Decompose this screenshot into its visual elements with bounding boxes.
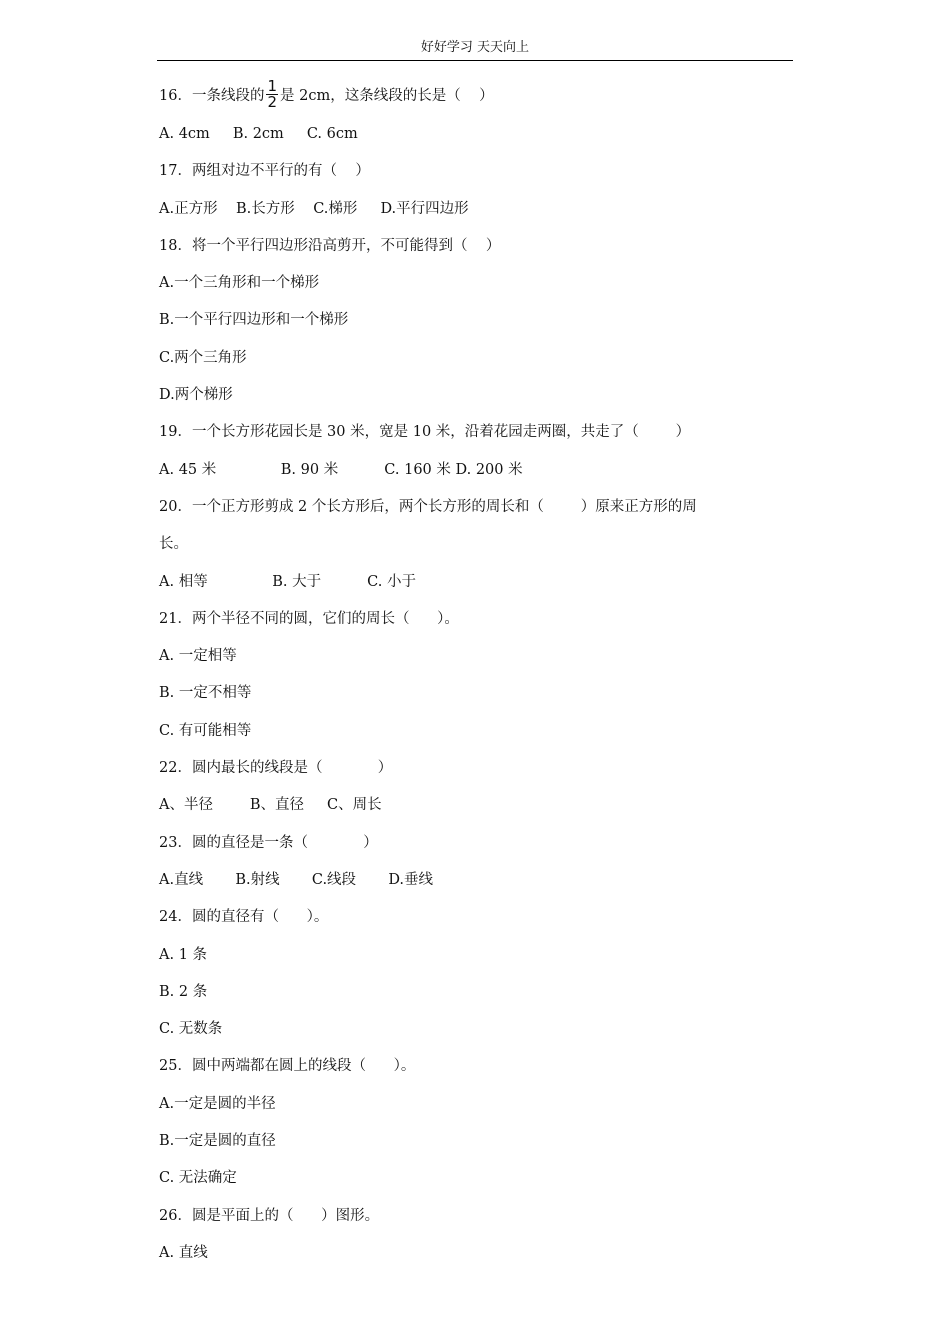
question-25: 25．圆中两端都在圆上的线段（ ）。 <box>159 1058 416 1075</box>
q25-option-a: A.一定是圆的半径 <box>159 1095 276 1112</box>
question-19: 19．一个长方形花园长是 30 米，宽是 10 米，沿着花园走两圈，共走了（ ） <box>159 424 691 441</box>
q22-options: A、半径 B、直径 C、周长 <box>159 797 382 814</box>
page-header: 好好学习 天天向上 <box>157 38 793 61</box>
question-20: 20．一个正方形剪成 2 个长方形后，两个长方形的周长和（ ）原来正方形的周 <box>159 498 697 515</box>
question-23: 23．圆的直径是一条（ ） <box>159 834 378 851</box>
q25-option-b: B.一定是圆的直径 <box>159 1133 276 1150</box>
question-17: 17．两组对边不平行的有（ ） <box>159 163 370 180</box>
q18-option-d: D.两个梯形 <box>159 387 233 404</box>
question-21: 21．两个半径不同的圆，它们的周长（ ）。 <box>159 610 459 627</box>
question-16 <box>159 76 793 116</box>
q16-prefix: 16．一条线段的 <box>159 88 265 104</box>
q16-options: A. 4cm B. 2cm C. 6cm <box>159 126 358 142</box>
question-20-cont: 长。 <box>159 536 188 553</box>
question-24: 24．圆的直径有（ ）。 <box>159 909 329 926</box>
question-list <box>159 76 793 1272</box>
q21-option-b: B. 一定不相等 <box>159 685 252 702</box>
q18-option-c: C.两个三角形 <box>159 349 247 366</box>
q24-option-a: A. 1 条 <box>159 946 208 963</box>
q26-option-a: A. 直线 <box>159 1244 208 1261</box>
q20-options: A. 相等 B. 大于 C. 小于 <box>159 573 416 590</box>
question-22: 22．圆内最长的线段是（ ） <box>159 760 393 777</box>
q19-options: A. 45 米 B. 90 米 C. 160 米 D. 200 米 <box>159 461 523 478</box>
q25-option-c: C. 无法确定 <box>159 1170 237 1187</box>
q21-option-c: C. 有可能相等 <box>159 722 252 739</box>
question-26: 26．圆是平面上的（ ）图形。 <box>159 1207 380 1224</box>
q18-option-b: B.一个平行四边形和一个梯形 <box>159 312 349 329</box>
fraction-denominator: 2 <box>267 92 277 111</box>
q24-option-b: B. 2 条 <box>159 983 208 1000</box>
q16-suffix: 是 2cm，这条线段的长是（ ） <box>280 88 494 104</box>
q23-options: A.直线 B.射线 C.线段 D.垂线 <box>159 871 434 888</box>
q17-options: A.正方形 B.长方形 C.梯形 D.平行四边形 <box>159 200 469 217</box>
question-18: 18．将一个平行四边形沿高剪开，不可能得到（ ） <box>159 237 501 254</box>
q18-option-a: A.一个三角形和一个梯形 <box>159 275 320 292</box>
q24-option-c: C. 无数条 <box>159 1021 223 1038</box>
fraction-one-half <box>266 76 278 111</box>
q21-option-a: A. 一定相等 <box>159 648 237 665</box>
fraction-numerator: 1 <box>267 76 277 95</box>
